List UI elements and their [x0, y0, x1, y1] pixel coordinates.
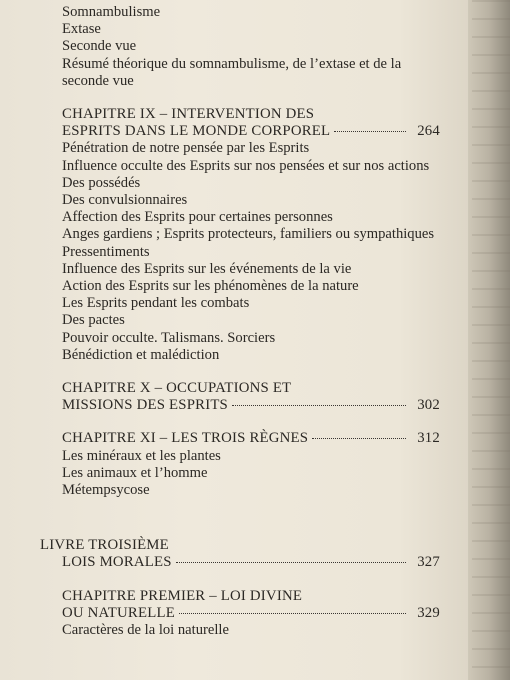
chapter-10-page: 302 — [417, 397, 440, 414]
toc-entry-seconde-vue: Seconde vue — [62, 38, 137, 55]
leader-dots — [312, 438, 406, 439]
toc-entry-resume: Résumé théorique du somnambulisme, de l’extase et de la seconde vue — [62, 55, 402, 89]
chapter-9-entry: Influence occulte des Esprits sur nos pensées et sur nos actions — [62, 157, 430, 174]
chapter-9-entry: Bénédiction et malédiction — [62, 346, 220, 363]
chapter-9-title-line2: ESPRITS DANS LE MONDE CORPOREL — [62, 123, 331, 140]
spacer — [62, 572, 440, 588]
facing-page-text-shadow — [472, 0, 510, 680]
spacer — [62, 364, 440, 380]
chapter-9-title-line1: CHAPITRE IX – INTERVENTION DES — [62, 106, 315, 123]
chapter-9-title-row — [62, 123, 440, 140]
chapter-9-entry: Les Esprits pendant les combats — [62, 295, 250, 312]
chapter-9-entry: Pénétration de notre pensée par les Esprits — [62, 140, 310, 157]
spacer — [62, 90, 440, 106]
chapter-1-title-row — [62, 605, 440, 622]
chapter-11-entry: Métempsycose — [62, 482, 150, 499]
chapter-9-page: 264 — [417, 123, 440, 140]
leader-dots — [176, 562, 406, 563]
livre-3-subtitle: LOIS MORALES — [62, 554, 172, 571]
chapter-11-entry: Les animaux et l’homme — [62, 464, 208, 481]
chapter-9-entry: Anges gardiens ; Esprits protecteurs, familiers ou sympathiques — [62, 226, 435, 243]
toc-entry-somnambulisme: Somnambulisme — [62, 4, 161, 20]
leader-dots — [232, 405, 406, 406]
chapter-1-page: 329 — [417, 604, 440, 621]
chapter-9-entry: Action des Esprits sur les phénomènes de la nature — [62, 278, 359, 295]
chapter-9-entry: Affection des Esprits pour certaines personnes — [62, 209, 333, 226]
chapter-9-entry: Pouvoir occulte. Talismans. Sorciers — [62, 329, 276, 346]
table-of-contents — [40, 4, 440, 639]
chapter-10-title-line1: CHAPITRE X – OCCUPATIONS ET — [62, 380, 292, 397]
chapter-9-entry: Des convulsionnaires — [62, 192, 188, 209]
chapter-10-title-line2: MISSIONS DES ESPRITS — [62, 397, 228, 414]
livre-3-page: 327 — [417, 554, 440, 571]
chapter-1-title-line2: OU NATURELLE — [62, 604, 175, 621]
chapter-11-page: 312 — [417, 430, 440, 447]
livre-3-subtitle-row — [62, 554, 440, 571]
livre-3-title: LIVRE TROISIÈME — [40, 537, 169, 554]
chapter-9-entry: Pressentiments — [62, 243, 150, 260]
chapter-9-entry: Des pactes — [62, 312, 125, 329]
chapter-9-entry: Des possédés — [62, 174, 141, 191]
leader-dots — [179, 613, 406, 614]
chapter-1-title-line1: CHAPITRE PREMIER – LOI DIVINE — [62, 587, 303, 604]
chapter-11-entry: Les minéraux et les plantes — [62, 447, 221, 464]
chapter-1-entry: Caractères de la loi naturelle — [62, 622, 229, 639]
leader-dots — [334, 131, 406, 132]
chapter-9-entry: Influence des Esprits sur les événements de la vie — [62, 260, 352, 277]
spacer — [62, 499, 440, 537]
toc-entry-extase: Extase — [62, 21, 101, 38]
chapter-10-title-row — [62, 397, 440, 414]
spacer — [62, 414, 440, 430]
chapter-11-title: CHAPITRE XI – LES TROIS RÈGNES — [62, 430, 309, 447]
chapter-11-title-row — [62, 430, 440, 447]
